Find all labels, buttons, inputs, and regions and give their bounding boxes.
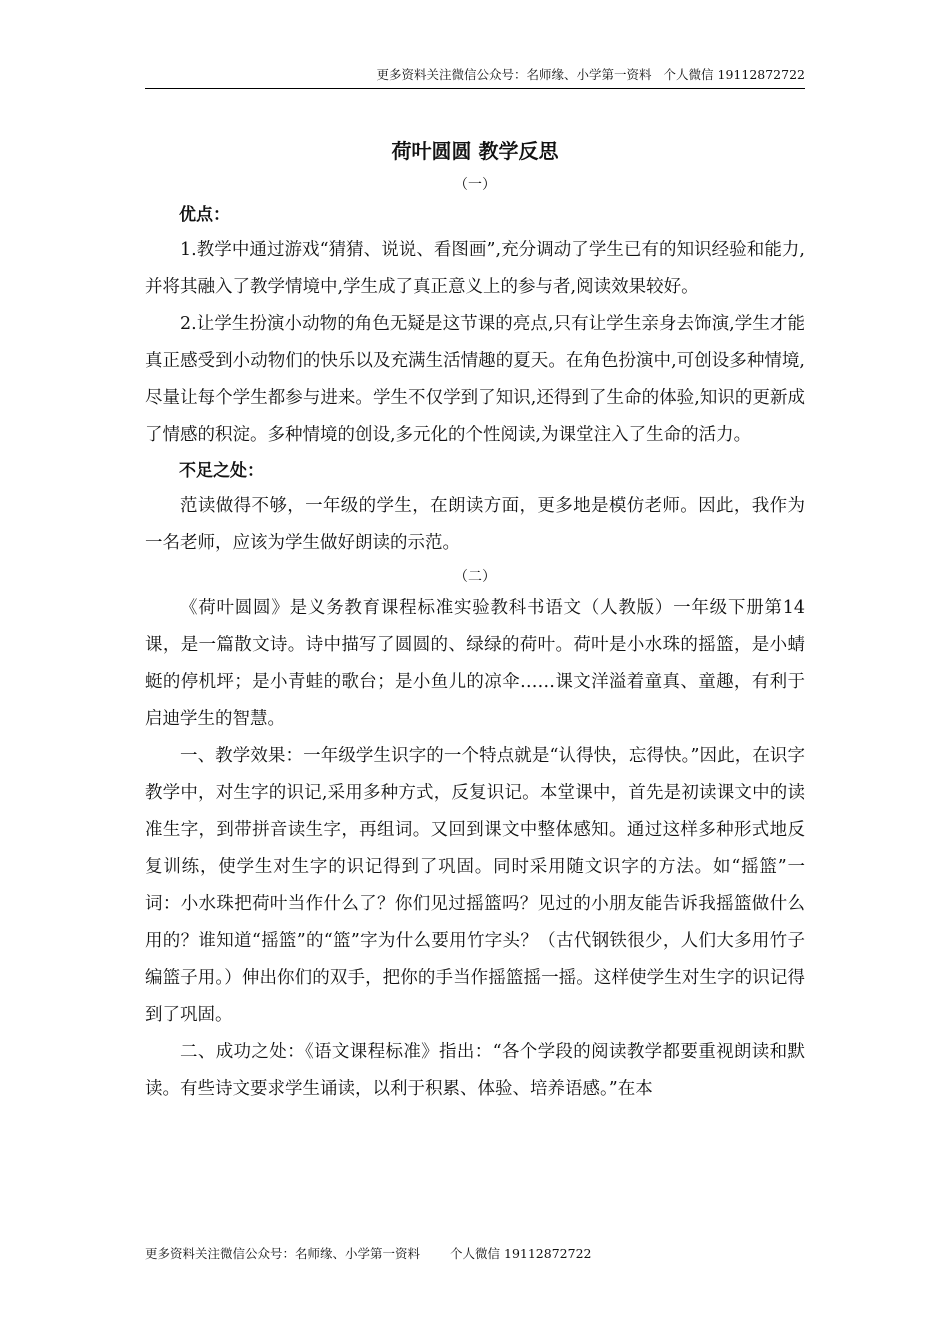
header-wechat: 个人微信 19112872722 xyxy=(663,67,805,82)
intro-paragraph: 《荷叶圆圆》是义务教育课程标准实验教科书语文（人教版）一年级下册第14课，是一篇散文诗。诗中描写了圆圆的、绿绿的荷叶。荷叶是小水珠的摇篮，是小蜻蜓的停机坪；是小青蛙的歌台；是小鱼儿的凉伞……课文洋溢着童真、童趣，有利于启迪学生的智慧。 xyxy=(145,598,805,729)
merit-paragraph-1: 1.教学中通过游戏“猜猜、说说、看图画”,充分调动了学生已有的知识经验和能力,并将其融入了教学情境中,学生成了真正意义上的参与者,阅读效果较好。 xyxy=(145,240,805,297)
document-title: 荷叶圆圆 教学反思 xyxy=(391,139,559,163)
section-label-1: （一） xyxy=(454,177,496,193)
merit-paragraph-2: 2.让学生扮演小动物的角色无疑是这节课的亮点,只有让学生亲身去饰演,学生才能真正感受到小动物们的快乐以及充满生活情趣的夏天。在角色扮演中,可创设多种情境,尽量让每个学生都参与进来。学生不仅学到了知识,还得到了生命的体验,知识的更新成了情感的积淀。多种情境的创设,多元化的个性阅读,为课堂注入了生命的活力。 xyxy=(145,314,805,445)
shortcoming-heading: 不足之处： xyxy=(179,461,264,481)
page-footer xyxy=(145,1245,591,1263)
footer-wechat: 个人微信 19112872722 xyxy=(450,1246,592,1261)
success-paragraph: 二、成功之处：《语文课程标准》指出：“各个学段的阅读教学都要重视朗读和默读。有些诗文要求学生诵读，以利于积累、体验、培养语感。”在本 xyxy=(145,1042,805,1099)
shortcoming-paragraph: 范读做得不够，一年级的学生，在朗读方面，更多地是模仿老师。因此，我作为一名老师，应该为学生做好朗读的示范。 xyxy=(145,496,805,553)
effect-paragraph: 一、教学效果：一年级学生识字的一个特点就是“认得快，忘得快。”因此，在识字教学中，对生字的识记,采用多种方式，反复识记。本堂课中，首先是初读课文中的读准生字，到带拼音读生字，再组词。又回到课文中整体感知。通过这样多种形式地反复训练，使学生对生字的识记得到了巩固。同时采用随文识字的方法。如“摇篮”一词：小水珠把荷叶当作什么了？你们见过摇篮吗？见过的小朋友能告诉我摇篮做什么用的？谁知道“摇篮”的“篮”字为什么要用竹字头？（古代钢铁很少，人们大多用竹子编篮子用。）伸出你们的双手，把你的手当作摇篮摇一摇。这样使学生对生字的识记得到了巩固。 xyxy=(145,746,805,1025)
header-public-account: 更多资料关注微信公众号：名师缘、小学第一资料 xyxy=(376,67,652,82)
section-label-2: （二） xyxy=(454,569,496,585)
document-body xyxy=(145,132,805,1108)
merits-heading: 优点： xyxy=(179,205,230,225)
footer-public-account: 更多资料关注微信公众号：名师缘、小学第一资料 xyxy=(145,1246,421,1261)
page-header xyxy=(145,66,805,89)
